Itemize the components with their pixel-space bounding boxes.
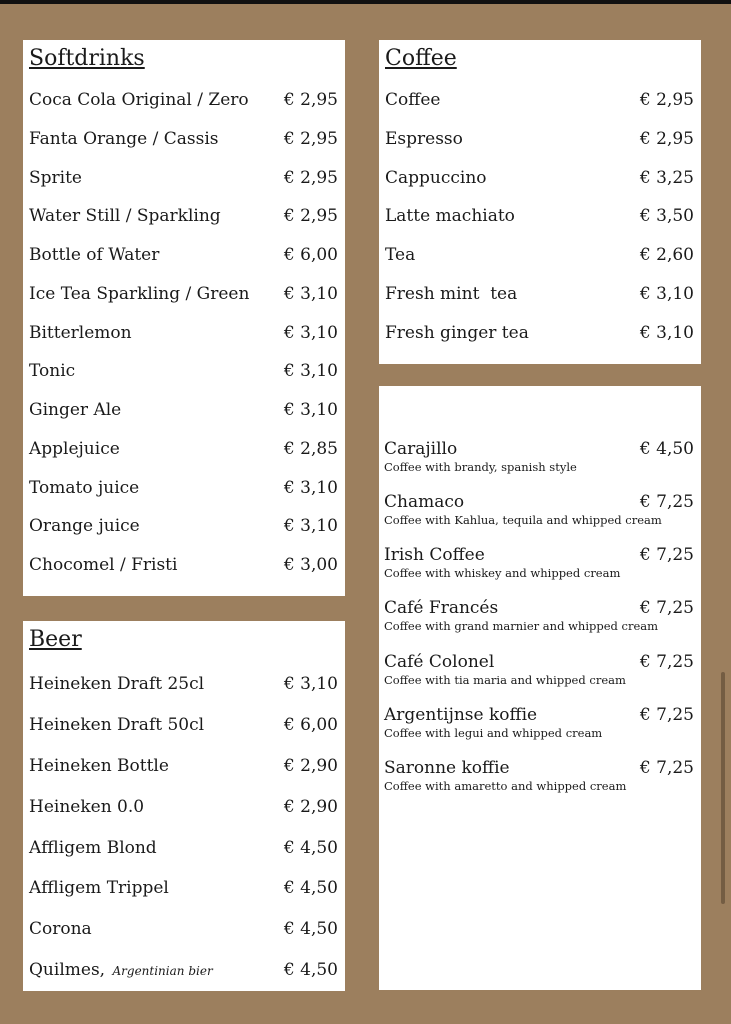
menu-item bbox=[29, 795, 338, 819]
menu-item bbox=[29, 917, 338, 941]
item-name: Affligem Blond bbox=[29, 838, 157, 858]
item-price: € 3,10 bbox=[283, 478, 338, 498]
item-name: Heineken Draft 50cl bbox=[29, 715, 205, 735]
item-price: € 4,50 bbox=[283, 960, 338, 980]
menu-item bbox=[385, 166, 694, 190]
item-price: € 4,50 bbox=[283, 919, 338, 939]
special-item bbox=[384, 438, 694, 478]
item-name: Fresh mint tea bbox=[385, 284, 518, 304]
item-price: € 3,10 bbox=[283, 674, 338, 694]
item-price: € 3,10 bbox=[639, 284, 694, 304]
special-item bbox=[384, 704, 694, 744]
menu-item bbox=[29, 127, 338, 151]
item-name: Applejuice bbox=[29, 439, 120, 459]
item-price: € 3,50 bbox=[639, 206, 694, 226]
item-price: € 2,95 bbox=[283, 206, 338, 226]
item-name: Heineken 0.0 bbox=[29, 797, 145, 817]
menu-item bbox=[29, 437, 338, 461]
item-price: € 6,00 bbox=[283, 245, 338, 265]
item-price: € 7,25 bbox=[639, 652, 694, 672]
item-name: Ice Tea Sparkling / Green bbox=[29, 284, 250, 304]
menu-item bbox=[29, 836, 338, 860]
special-item bbox=[384, 491, 694, 531]
item-name: Orange juice bbox=[29, 516, 140, 536]
item-description: Coffee with brandy, spanish style bbox=[384, 460, 577, 474]
menu-item bbox=[29, 476, 338, 500]
item-price: € 2,85 bbox=[283, 439, 338, 459]
item-price: € 3,00 bbox=[283, 555, 338, 575]
item-name: Argentijnse koffie bbox=[384, 705, 538, 725]
item-name: Water Still / Sparkling bbox=[29, 206, 221, 226]
item-price: € 3,10 bbox=[283, 361, 338, 381]
menu-item bbox=[29, 958, 338, 982]
softdrinks-heading: Softdrinks bbox=[29, 46, 145, 71]
item-price: € 2,95 bbox=[639, 90, 694, 110]
coffee-panel bbox=[379, 40, 701, 364]
item-note: Argentinian bier bbox=[112, 964, 213, 978]
item-price: € 4,50 bbox=[639, 439, 694, 459]
item-price: € 4,50 bbox=[283, 878, 338, 898]
menu-item bbox=[29, 321, 338, 345]
item-price: € 3,25 bbox=[639, 168, 694, 188]
item-price: € 3,10 bbox=[639, 323, 694, 343]
item-description: Coffee with amaretto and whipped cream bbox=[384, 779, 627, 793]
item-price: € 3,10 bbox=[283, 400, 338, 420]
item-name: Tonic bbox=[29, 361, 76, 381]
item-name: Latte machiato bbox=[385, 206, 515, 226]
item-price: € 2,90 bbox=[283, 756, 338, 776]
special-coffee-panel bbox=[379, 386, 701, 990]
menu-item bbox=[385, 88, 694, 112]
item-price: € 3,10 bbox=[283, 284, 338, 304]
item-name: Saronne koffie bbox=[384, 758, 510, 778]
item-price: € 2,60 bbox=[639, 245, 694, 265]
menu-item bbox=[29, 204, 338, 228]
item-name: Corona bbox=[29, 919, 92, 939]
item-name: Heineken Bottle bbox=[29, 756, 169, 776]
item-name: Sprite bbox=[29, 168, 82, 188]
menu-item bbox=[29, 672, 338, 696]
item-name: Fanta Orange / Cassis bbox=[29, 129, 219, 149]
menu-item bbox=[29, 713, 338, 737]
special-item bbox=[384, 544, 694, 584]
softdrinks-panel bbox=[23, 40, 345, 596]
menu-item bbox=[29, 282, 338, 306]
menu-item bbox=[385, 321, 694, 345]
item-name: Coffee bbox=[385, 90, 441, 110]
menu-item bbox=[29, 754, 338, 778]
item-name: Heineken Draft 25cl bbox=[29, 674, 205, 694]
menu-item bbox=[29, 166, 338, 190]
item-price: € 7,25 bbox=[639, 705, 694, 725]
item-name: Coca Cola Original / Zero bbox=[29, 90, 249, 110]
scrollbar[interactable] bbox=[721, 672, 725, 904]
item-price: € 7,25 bbox=[639, 492, 694, 512]
item-description: Coffee with Kahlua, tequila and whipped cream bbox=[384, 513, 662, 527]
menu-item bbox=[29, 514, 338, 538]
top-edge-bar bbox=[0, 0, 731, 4]
item-name: Espresso bbox=[385, 129, 463, 149]
special-item bbox=[384, 757, 694, 797]
menu-item bbox=[385, 243, 694, 267]
item-name: Cappuccino bbox=[385, 168, 487, 188]
item-description: Coffee with tia maria and whipped cream bbox=[384, 673, 626, 687]
item-name: Ginger Ale bbox=[29, 400, 122, 420]
item-name: Chocomel / Fristi bbox=[29, 555, 178, 575]
menu-item bbox=[29, 398, 338, 422]
item-name: Chamaco bbox=[384, 492, 465, 512]
menu-item bbox=[29, 88, 338, 112]
item-price: € 2,95 bbox=[283, 129, 338, 149]
menu-item bbox=[385, 127, 694, 151]
item-price: € 7,25 bbox=[639, 598, 694, 618]
item-price: € 6,00 bbox=[283, 715, 338, 735]
item-description: Coffee with whiskey and whipped cream bbox=[384, 566, 621, 580]
item-price: € 7,25 bbox=[639, 545, 694, 565]
item-price: € 3,10 bbox=[283, 516, 338, 536]
coffee-heading: Coffee bbox=[385, 46, 457, 71]
item-name: Bottle of Water bbox=[29, 245, 160, 265]
item-name: Tomato juice bbox=[29, 478, 140, 498]
item-price: € 3,10 bbox=[283, 323, 338, 343]
menu-item bbox=[29, 359, 338, 383]
item-name: Café Colonel bbox=[384, 652, 495, 672]
beer-heading: Beer bbox=[29, 627, 82, 652]
item-name: Affligem Trippel bbox=[29, 878, 169, 898]
special-item bbox=[384, 597, 694, 637]
menu-item bbox=[385, 282, 694, 306]
item-name: Carajillo bbox=[384, 439, 458, 459]
beer-panel bbox=[23, 621, 345, 991]
menu-item bbox=[29, 553, 338, 577]
item-name: Tea bbox=[385, 245, 416, 265]
item-name: Café Francés bbox=[384, 598, 499, 618]
item-price: € 7,25 bbox=[639, 758, 694, 778]
item-price: € 2,90 bbox=[283, 797, 338, 817]
item-name: Irish Coffee bbox=[384, 545, 485, 565]
menu-item bbox=[29, 876, 338, 900]
special-item bbox=[384, 651, 694, 691]
menu-item bbox=[385, 204, 694, 228]
item-name-text: Quilmes, bbox=[29, 960, 106, 980]
item-description: Coffee with grand marnier and whipped cream bbox=[384, 619, 659, 633]
item-name: Fresh ginger tea bbox=[385, 323, 529, 343]
item-price: € 2,95 bbox=[639, 129, 694, 149]
item-price: € 2,95 bbox=[283, 168, 338, 188]
item-name bbox=[29, 958, 213, 983]
item-description: Coffee with legui and whipped cream bbox=[384, 726, 603, 740]
item-price: € 4,50 bbox=[283, 838, 338, 858]
menu-item bbox=[29, 243, 338, 267]
item-name: Bitterlemon bbox=[29, 323, 132, 343]
item-price: € 2,95 bbox=[283, 90, 338, 110]
